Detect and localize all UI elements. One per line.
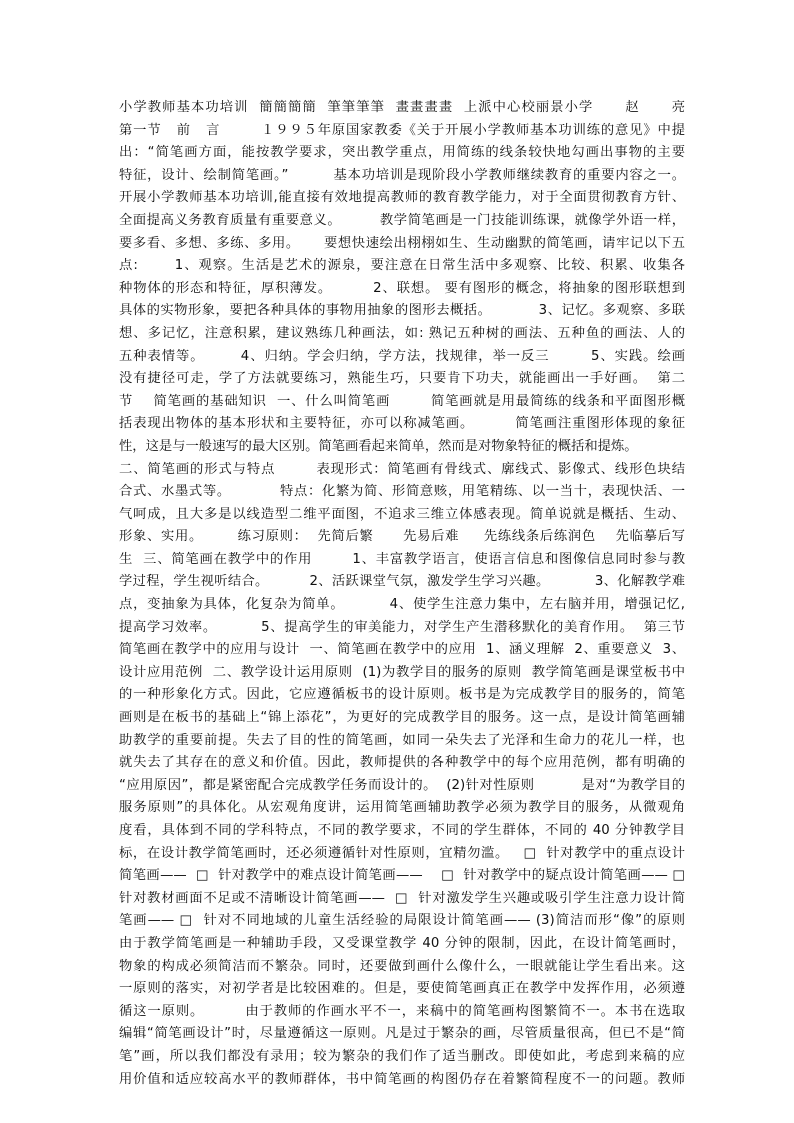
text-line: 点，变抽象为具体，化复杂为简单。 4、使学生注意力集中，左右脑并用，增强记忆,	[119, 597, 685, 613]
text-line: 的一种形象化方式。因此，它应遵循板书的设计原则。板书是为完成教学目的服务的，简笔	[119, 687, 685, 703]
text-line: 想、多记忆，注意积累，建议熟练几种画法，如: 熟记五种树的画法、五种鱼的画法、人的	[119, 325, 685, 341]
text-line: 循这一原则。 由于教师的作画水平不一，来稿中的简笔画构图繁简不一。本书在选取	[119, 1003, 685, 1019]
text-line: 助教学的重要前提。失去了目的性的简笔画，如同一朵失去了光泽和生命力的花儿一样，也	[119, 732, 685, 748]
text-line: 提高学习效率。 5、提高学生的审美能力，对学生产生潜移默化的美育作用。 第三节	[119, 619, 685, 635]
text-line: 节 简笔画的基础知识 一、什么叫简笔画 简笔画就是用最简练的线条和平面图形概	[119, 393, 685, 409]
text-line: 服务原则”的具体化。从宏观角度讲，运用简笔画辅助教学必须为教学目的服务，从微观角	[119, 800, 685, 816]
text-line: 全面提高义务教育质量有重要意义。 教学简笔画是一门技能训练课，就像学外语一样，	[119, 212, 685, 228]
text-line: 由于教学简笔画是一种辅助手段，又受课堂教学 40 分钟的限制，因此，在设计简笔画时，	[119, 935, 685, 951]
text-line: 一原则的落实，对初学者是比较困难的。但是，要使简笔画真正在教学中发挥作用，必须遵	[119, 981, 685, 997]
text-line: 气呵成，且大多是以线造型二维平面图，不追求三维立体感表现。简单说就是概括、生动、	[119, 506, 685, 522]
text-line: 出：“简笔画方面，能按教学要求，突出教学重点，用简练的线条较快地勾画出事物的主要	[119, 145, 685, 161]
text-line: 简笔画—— □ 针对教学中的难点设计简笔画—— □ 针对教学中的疑点设计简笔画—— □	[119, 868, 685, 884]
text-line: 笔画—— □ 针对不同地域的儿童生活经验的局限设计简笔画—— (3)简洁而形“像”的原则	[119, 913, 685, 929]
text-line: 没有捷径可走，学了方法就要练习，熟能生巧，只要肯下功夫，就能画出一手好画。 第二	[119, 371, 685, 387]
text-line: 要多看、多想、多练、多用。 要想快速绘出栩栩如生、生动幽默的简笔画，请牢记以下五	[119, 235, 685, 251]
text-line: 画则是在板书的基础上“锦上添花”，为更好的完成教学目的服务。这一点，是设计简笔画辅	[119, 710, 685, 726]
text-line: “应用原因”，都是紧密配合完成教学任务而设计的。 (2)针对性原则 是对“为教学目的	[119, 777, 685, 793]
text-line: 形象、实用。 练习原则： 先简后繁 先易后难 先练线条后练润色 先临摹后写	[119, 529, 685, 545]
document-body	[119, 97, 685, 1091]
text-line: 用价值和适应较高水平的教师群体，书中简笔画的构图仍存在着繁简程度不一的问题。教师	[119, 1071, 685, 1087]
text-line: 第一节 前 言 １９９５年原国家教委《关于开展小学教师基本功训练的意见》中提	[119, 122, 685, 138]
text-line: 点: 1、观察。生活是艺术的源泉，要注意在日常生活中多观察、比较、积累、收集各	[119, 258, 685, 274]
text-line: 设计应用范例 二、教学设计运用原则 (1)为教学目的服务的原则 教学简笔画是课堂板书中	[119, 664, 685, 680]
text-line: 物象的构成必须简洁而不繁杂。同时，还要做到画什么像什么，一眼就能让学生看出来。这	[119, 958, 685, 974]
text-line: 学过程，学生视听结合。 2、活跃课堂气氛，激发学生学习兴趣。 3、化解教学难	[119, 574, 685, 590]
text-line: 就失去了其存在的意义和价值。因此，教师提供的各种教学中的每个应用范例，都有明确的	[119, 755, 685, 771]
text-line: 简笔画在教学中的应用与设计 一、简笔画在教学中的应用 1、涵义理解 2、重要意义 3、	[119, 642, 685, 658]
text-line: 小学教师基本功培训 簡簡簡簡 筆筆筆筆 畫畫畫畫 上派中心校丽景小学 赵 亮	[119, 100, 685, 115]
text-line: 括表现出物体的基本形状和主要特征，亦可以称减笔画。 简笔画注重图形体现的象征	[119, 416, 685, 432]
text-line: 生 三、简笔画在教学中的作用 1、丰富教学语言，使语言信息和图像信息同时参与教	[119, 551, 685, 567]
text-line: 五种表情等。 4、归纳。学会归纳，学方法，找规律，举一反三 5、实践。绘画	[119, 348, 685, 364]
text-line: 针对教材画面不足或不清晰设计简笔画—— □ 针对激发学生兴趣或吸引学生注意力设计简	[119, 890, 685, 906]
text-line: 度看，具体到不同的学科特点，不同的教学要求，不同的学生群体，不同的 40 分钟教学目	[119, 823, 685, 838]
text-line: 编辑“简笔画设计”时，尽量遵循这一原则。凡是过于繁杂的画，尽管质量很高，但已不是“简	[119, 1026, 685, 1042]
text-line: 二、简笔画的形式与特点 表现形式：简笔画有骨线式、廓线式、影像式、线形色块结	[119, 461, 685, 477]
text-line: 合式、水墨式等。 特点：化繁为简、形简意赅，用笔精练、以一当十，表现快活、一	[119, 484, 685, 500]
text-line: 种物体的形态和特征，厚积薄发。 2、联想。 要有图形的概念，将抽象的图形联想到	[119, 280, 685, 296]
text-line: 开展小学教师基本功培训,能直接有效地提高教师的教育教学能力，对于全面贯彻教育方针、	[119, 190, 685, 206]
text-line: 标，在设计教学简笔画时，还必须遵循针对性原则，宜精勿滥。 □ 针对教学中的重点设计	[119, 845, 685, 861]
text-line: 具体的实物形象，要把各种具体的事物用抽象的图形去概括。 3、记忆。多观察、多联	[119, 303, 685, 319]
text-line: 性，这是与一般速写的最大区别。简笔画看起来简单，然而是对物象特征的概括和提炼。	[119, 438, 638, 454]
text-line: 特征，设计、绘制简笔画。” 基本功培训是现阶段小学教师继续教育的重要内容之一。	[119, 167, 685, 183]
text-line: 笔”画，所以我们都没有录用；较为繁杂的我们作了适当删改。即使如此，考虑到来稿的应	[119, 1048, 685, 1064]
